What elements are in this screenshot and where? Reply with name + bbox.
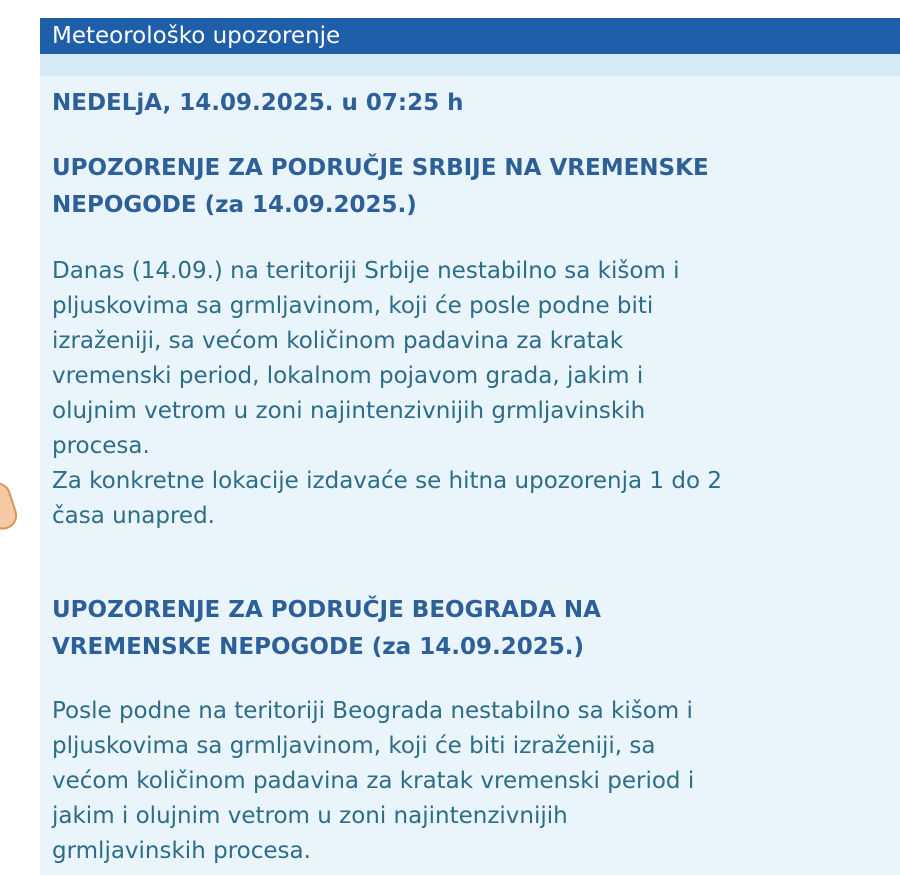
serbia-warning-text-line: pljuskovima sa grmljavinom, koji će posle podne biti [52,293,654,319]
serbia-warning-text-line: vremenski period, lokalnom pojavom grada, jakim i [52,363,644,389]
belgrade-warning-text-line: većom količinom padavina za kratak vremenski period i [52,768,695,794]
serbia-warning-heading [52,150,709,224]
serbia-warning-text-line: časa unapred. [52,503,215,529]
belgrade-warning-heading [52,592,601,666]
warning-date-line: NEDELjA, 14.09.2025. u 07:25 h [52,90,464,116]
warning-header [40,18,900,54]
warning-header-title: Meteorološko upozorenje [52,23,341,49]
serbia-warning-heading-line: NEPOGODE (za 14.09.2025.) [52,192,417,218]
belgrade-warning-text-line: grmljavinskih procesa. [52,838,311,864]
serbia-warning-heading-line: UPOZORENJE ZA PODRUČJE SRBIJE NA VREMENSKE [52,155,709,181]
header-shadow-band [40,54,900,76]
belgrade-warning-heading-line: VREMENSKE NEPOGODE (za 14.09.2025.) [52,634,584,660]
serbia-warning-text [52,254,722,534]
belgrade-warning-text-line: Posle podne na teritoriji Beograda nestabilno sa kišom i [52,698,693,724]
belgrade-warning-text-line: jakim i olujnim vetrom u zoni najintenzivnijih [52,803,568,829]
serbia-warning-text-line: Za konkretne lokacije izdavaće se hitna upozorenja 1 do 2 [52,468,722,494]
left-margin [0,0,40,875]
belgrade-warning-text-line: pljuskovima sa grmljavinom, koji će biti izraženiji, sa [52,733,656,759]
serbia-warning-text-line: olujnim vetrom u zoni najintenzivnijih grmljavinskih [52,398,646,424]
belgrade-warning-heading-line: UPOZORENJE ZA PODRUČJE BEOGRADA NA [52,597,601,623]
serbia-warning-text-line: Danas (14.09.) na teritoriji Srbije nestabilno sa kišom i [52,258,680,284]
serbia-warning-text-line: procesa. [52,433,150,459]
belgrade-warning-text [52,694,694,869]
serbia-warning-text-line: izraženiji, sa većom količinom padavina za kratak [52,328,624,354]
